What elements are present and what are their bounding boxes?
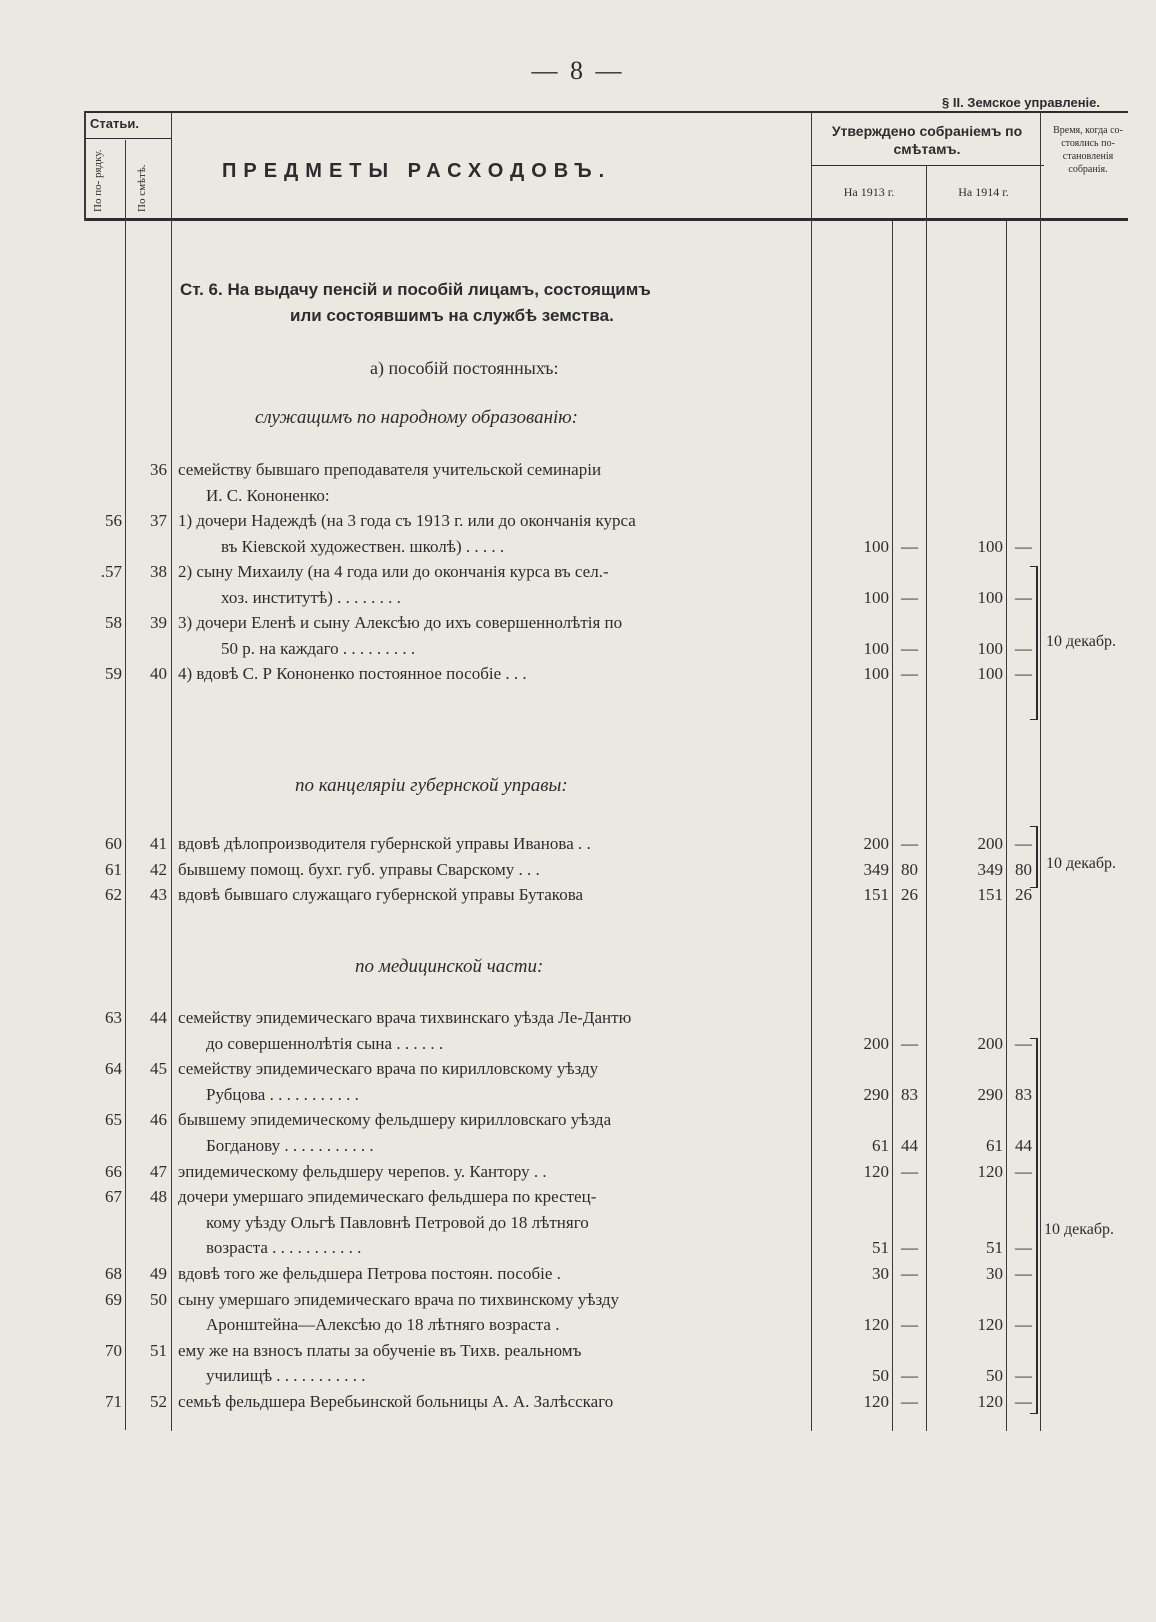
row-1913-kopecks: —	[901, 664, 918, 683]
row-description: 50 р. на каждаго . . . . . . . . .	[221, 638, 416, 658]
row-1914-rubles: 200	[977, 1033, 1003, 1053]
row-description: училищѣ . . . . . . . . . . .	[206, 1366, 366, 1386]
row-1914-kopecks: 44	[1015, 1136, 1032, 1155]
row-1913-rubles: 100	[863, 664, 889, 683]
header-by-estimate: По смѣтѣ.	[136, 164, 148, 212]
row-1913-rubles: 120	[863, 1161, 889, 1181]
brace-group-2	[1030, 826, 1038, 888]
row-1914-rubles: 349	[977, 859, 1003, 879]
row-order-number: 62	[105, 885, 122, 904]
page-number: — 8 —	[531, 56, 625, 85]
row-order-number: 58	[105, 613, 122, 632]
row-1914-kopecks: —	[1015, 1161, 1032, 1181]
row-order-number: 56	[105, 511, 122, 530]
row-1913-rubles: 151	[863, 885, 889, 904]
row-description: 2) сыну Михаилу (на 4 года или до окончанія курса въ сел.-	[178, 562, 609, 581]
row-description: 1) дочери Надеждѣ (на 3 года съ 1913 г. или до окончанія курса	[178, 511, 636, 530]
row-estimate-number: 44	[150, 1008, 167, 1027]
row-order-number: 69	[105, 1289, 122, 1309]
row-1913-kopecks: —	[901, 1366, 918, 1386]
row-1914-rubles: 51	[986, 1238, 1003, 1258]
row-1913-rubles: 30	[872, 1264, 889, 1283]
row-estimate-number: 51	[150, 1340, 167, 1360]
row-1914-kopecks: —	[1015, 638, 1032, 658]
group-medical: по медицинской части:	[355, 956, 544, 977]
row-description: Богданову . . . . . . . . . . .	[206, 1136, 374, 1155]
row-estimate-number: 50	[150, 1289, 167, 1309]
col-line-2	[171, 111, 172, 1431]
row-1914-kopecks: —	[1015, 664, 1032, 683]
group-chancery: по канцеляріи губернской управы:	[295, 775, 568, 796]
date-group-1: 10 декабр.	[1046, 633, 1117, 650]
row-1914-kopecks: —	[1015, 1264, 1032, 1283]
row-1914-rubles: 290	[977, 1084, 1003, 1104]
section-title: § II. Земское управленіе.	[942, 95, 1100, 110]
row-1913-rubles: 349	[863, 859, 889, 879]
col-line-1	[125, 140, 126, 1430]
row-1913-kopecks: —	[901, 1033, 918, 1053]
row-description: до совершеннолѣтія сына . . . . . .	[206, 1033, 444, 1053]
row-description: дочери умершаго эпидемическаго фельдшера по крестец-	[178, 1187, 597, 1207]
row-1914-rubles: 120	[977, 1161, 1003, 1181]
row-estimate-number: 42	[150, 859, 167, 879]
row-1913-rubles: 200	[863, 1033, 889, 1053]
row-1913-kopecks: —	[901, 587, 918, 607]
row-1913-rubles: 61	[872, 1136, 889, 1155]
row-order-number: 71	[105, 1392, 122, 1411]
row-estimate-number: 43	[150, 885, 167, 904]
row-1914-kopecks: —	[1015, 1366, 1032, 1386]
row-order-number: 61	[105, 859, 122, 879]
row-estimate-number: 47	[150, 1161, 167, 1181]
row-estimate-number: 48	[150, 1187, 167, 1207]
row-description: бывшему помощ. бухг. губ. управы Сварскому . . .	[178, 859, 540, 879]
row-estimate-number: 36	[150, 460, 167, 479]
row-estimate-number: 52	[150, 1392, 167, 1411]
row-order-number: 67	[105, 1187, 122, 1207]
row-1914-kopecks: —	[1015, 1392, 1032, 1411]
row-description: хоз. институтѣ) . . . . . . . .	[221, 587, 401, 607]
row-description: эпидемическому фельдшеру черепов. у. Кантору . .	[178, 1161, 547, 1181]
row-1913-kopecks: 26	[901, 885, 918, 904]
row-estimate-number: 49	[150, 1264, 167, 1283]
header-articles: Статьи.	[90, 116, 139, 131]
row-estimate-number: 45	[150, 1059, 167, 1079]
row-order-number: 66	[105, 1161, 122, 1181]
row-description: семьѣ фельдшера Веребьинской больницы А. А. Залѣсскаго	[178, 1392, 614, 1411]
row-1913-kopecks: 80	[901, 859, 918, 879]
row-1913-rubles: 120	[863, 1315, 889, 1335]
row-description: семейству эпидемическаго врача тихвинскаго уѣзда Ле-Дантю	[178, 1008, 632, 1027]
row-description: Рубцова . . . . . . . . . . .	[206, 1084, 359, 1104]
col-line-3	[811, 111, 812, 1431]
row-description: кому уѣзду Ольгѣ Павловнѣ Петровой до 18 лѣтняго	[206, 1212, 589, 1232]
row-1913-rubles: 200	[863, 834, 889, 853]
row-1913-kopecks: —	[901, 1264, 918, 1283]
row-estimate-number: 39	[150, 613, 167, 632]
header-bottom-rule	[84, 218, 1128, 221]
row-1914-rubles: 200	[977, 834, 1003, 853]
row-description: 4) вдовѣ С. Р Кононенко постоянное пособіе . . .	[178, 664, 527, 683]
row-description: И. С. Кононенко:	[206, 485, 330, 505]
row-1913-kopecks: —	[901, 1392, 918, 1411]
row-1913-rubles: 51	[872, 1238, 889, 1258]
row-description: Аронштейна—Алексѣю до 18 лѣтняго возраста .	[206, 1315, 560, 1335]
row-1913-kopecks: —	[901, 1315, 918, 1335]
row-1913-rubles: 50	[872, 1366, 889, 1386]
row-1913-kopecks: —	[901, 1161, 918, 1181]
row-1914-rubles: 100	[977, 664, 1003, 683]
row-1914-kopecks: —	[1015, 1238, 1032, 1258]
row-description: бывшему эпидемическому фельдшеру кирилловскаго уѣзда	[178, 1110, 612, 1130]
header-top-rule	[84, 111, 1128, 113]
row-1914-rubles: 50	[986, 1366, 1003, 1386]
row-1913-kopecks: 44	[901, 1136, 918, 1155]
row-description: 3) дочери Еленѣ и сыну Алексѣю до ихъ совершеннолѣтія по	[178, 613, 623, 632]
date-group-2: 10 декабр.	[1046, 855, 1117, 872]
row-description: сыну умершаго эпидемическаго врача по тихвинскому уѣзду	[178, 1289, 620, 1309]
header-1913: На 1913 г.	[843, 185, 895, 199]
row-1914-rubles: 120	[977, 1392, 1003, 1411]
brace-group-1	[1030, 566, 1038, 720]
row-1914-rubles: 120	[977, 1315, 1003, 1335]
row-1914-kopecks: 83	[1015, 1084, 1032, 1104]
row-estimate-number: 38	[150, 562, 167, 581]
row-1914-rubles: 151	[977, 885, 1003, 904]
row-estimate-number: 41	[150, 834, 167, 853]
row-order-number: 60	[105, 834, 122, 853]
row-order-number: 64	[105, 1059, 122, 1079]
row-1914-kopecks: 26	[1015, 885, 1032, 904]
row-1913-kopecks: 83	[901, 1084, 918, 1104]
row-order-number: 59	[105, 664, 122, 683]
row-1914-rubles: 100	[977, 536, 1003, 556]
header-1914: На 1914 г.	[958, 185, 1009, 199]
col-line-0	[84, 111, 86, 221]
row-description: семейству бывшаго преподавателя учительской семинаріи	[178, 460, 602, 479]
date-group-3: 10 декабр.	[1044, 1221, 1115, 1238]
brace-group-3	[1030, 1038, 1038, 1414]
row-description: въ Кіевской художествен. школѣ) . . . . .	[221, 536, 505, 556]
header-title: ПРЕДМЕТЫ РАСХОДОВЪ.	[222, 160, 612, 182]
row-1914-kopecks: 80	[1015, 859, 1032, 879]
header-approved: Утверждено собраніемъ по смѣтамъ.	[831, 123, 1023, 157]
row-order-number: .57	[100, 562, 122, 581]
row-description: ему же на взносъ платы за обученіе въ Тихв. реальномъ	[178, 1340, 582, 1360]
row-order-number: 70	[105, 1340, 122, 1360]
row-description: семейству эпидемическаго врача по кирилловскому уѣзду	[178, 1059, 599, 1079]
row-1914-kopecks: —	[1015, 536, 1032, 556]
row-1914-rubles: 100	[977, 638, 1003, 658]
article-title-line2: или состоявшимъ на службѣ земства.	[290, 306, 614, 325]
row-1913-kopecks: —	[901, 536, 918, 556]
row-1913-kopecks: —	[901, 834, 918, 853]
article-title-line1: Ст. 6. На выдачу пенсій и пособій лицамъ, состоящимъ	[180, 280, 651, 299]
header-time: Время, когда со- стоялись по- становленія собранія.	[1053, 125, 1123, 175]
subsection-a: а) пособій постоянныхъ:	[370, 358, 559, 378]
row-1913-rubles: 100	[863, 587, 889, 607]
row-estimate-number: 46	[150, 1110, 167, 1130]
row-1914-kopecks: —	[1015, 1315, 1032, 1335]
row-1913-rubles: 290	[863, 1084, 889, 1104]
row-1913-kopecks: —	[901, 638, 918, 658]
row-1913-rubles: 100	[863, 638, 889, 658]
row-1913-rubles: 120	[863, 1392, 889, 1411]
row-order-number: 65	[105, 1110, 122, 1130]
row-1914-rubles: 30	[986, 1264, 1003, 1283]
row-description: вдовѣ того же фельдшера Петрова постоян. пособіе .	[178, 1264, 561, 1283]
col-line-7	[1040, 111, 1041, 1431]
articles-rule	[84, 138, 172, 139]
row-order-number: 63	[105, 1008, 122, 1027]
header-by-order: По по- рядку.	[92, 149, 104, 212]
row-description: вдовѣ бывшаго служащаго губернской управы Бутакова	[178, 885, 584, 904]
row-estimate-number: 40	[150, 664, 167, 683]
row-1914-kopecks: —	[1015, 1033, 1032, 1053]
row-1914-rubles: 100	[977, 587, 1003, 607]
row-order-number: 68	[105, 1264, 122, 1283]
row-description: вдовѣ дѣлопроизводителя губернской управы Иванова . .	[178, 834, 591, 853]
row-1913-rubles: 100	[863, 536, 889, 556]
row-1913-kopecks: —	[901, 1238, 918, 1258]
row-1914-kopecks: —	[1015, 587, 1032, 607]
row-1914-rubles: 61	[986, 1136, 1003, 1155]
row-estimate-number: 37	[150, 511, 167, 530]
group-education: служащимъ по народному образованію:	[255, 407, 578, 428]
row-description: возраста . . . . . . . . . . .	[206, 1238, 362, 1258]
row-1914-kopecks: —	[1015, 834, 1032, 853]
approved-rule	[812, 165, 1044, 166]
